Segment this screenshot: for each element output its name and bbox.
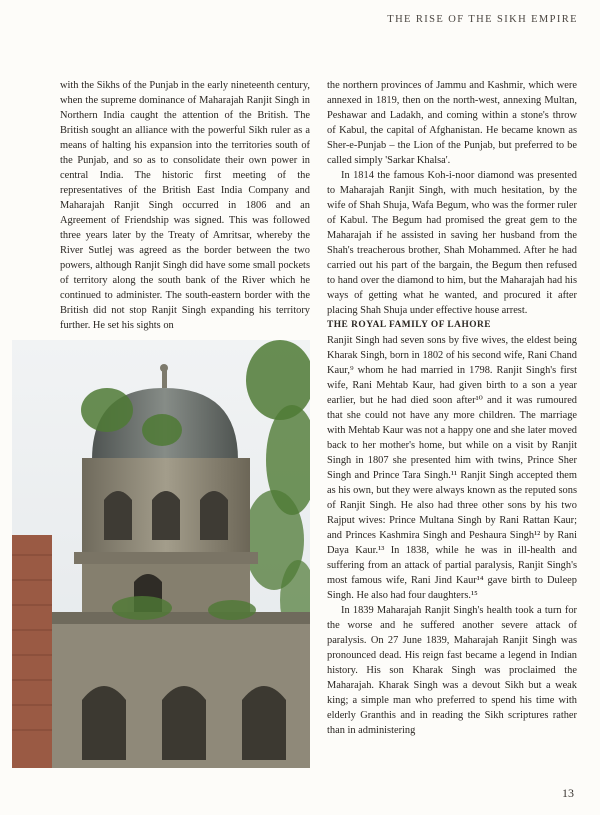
section-heading: THE ROYAL FAMILY OF LAHORE <box>327 320 492 330</box>
paragraph: In 1814 the famous Koh-i-noor diamond was presented to Maharajah Ranjit Singh, with much hesitation, by the wife of Shah Shuja, Wafa Begum, who was the former ruler of Kabul. The Begum had promised the great gem to the Maharajah if he assisted in saving her husband from the Shah's treacherous brother, Shah Mohammed. After he had carried out his part of the bargain, the Begum then refused to hand over the diamond to him, but the Maharajah had his ways of getting what he wanted, and procured it after placing Shah Shuja under effective house arrest. <box>327 170 577 316</box>
temple-illustration <box>12 340 310 768</box>
left-column <box>60 78 310 333</box>
paragraph: with the Sikhs of the Punjab in the early nineteenth century, when the supreme dominance of Maharajah Ranjit Singh in Northern India caught the attention of the British. The British sought an alliance with the powerful Sikh ruler as a means of halting his expansion into the territories south of the Punjab, and so as to consolidate their own power in central India. The historic first meeting of the representatives of the British East India Company and Maharajah Ranjit Singh occurred in 1806 and an Agreement of Friendship was signed. This was followed three years later by the Treaty of Amritsar, whereby the River Sutlej was agreed as the border between the two powers, although Ranjit Singh did have some small pockets of territory along the south bank of the River which he continued to administer. The south-eastern border with the British did not stop Ranjit Singh expanding his territory further. He set his sights on <box>60 80 310 331</box>
page-number: 13 <box>562 786 574 800</box>
running-head: THE RISE OF THE SIKH EMPIRE <box>387 14 578 25</box>
paragraph: the northern provinces of Jammu and Kashmir, which were annexed in 1819, then on the north-west, annexing Multan, Peshawar and Ladakh, and coming within a stone's throw of Kabul, the capital of Afghanistan. He became known as Sher-e-Punjab – the Lion of the Punjab, but preferred to be called simply 'Sarkar Khalsa'. <box>327 80 577 166</box>
temple-photograph <box>12 340 310 768</box>
paragraph: Ranjit Singh had seven sons by five wives, the eldest being Kharak Singh, born in 1802 of his second wife, Rani Chand Kaur,⁹ whom he had married in 1798. Ranjit Singh's first wife, Rani Mehtab Kaur, had given birth to a son a year earlier, but he had died soon after¹⁰ and it was rumoured that she could not have any more children. The marriage with Mehtab Kaur was not a happy one and she later moved back to her mother's home, but while on a visit by Ranjit Singh in 1807 she presented him with twins, Prince Sher Singh and Prince Tara Singh.¹¹ Ranjit Singh accepted them as his own, but they were always known as the reputed sons of Ranjit Singh. He also had three other sons by his two Rajput wives: Prince Multana Singh by Rani Rattan Kaur; and Princes Kashmira Singh and Peshaura Singh¹² by Rani Daya Kaur.¹³ In 1838, while he was in ill-health and suffering from an attack of partial paralysis, Ranjit Singh's most famous wife, Rani Jind Kaur¹⁴ gave birth to Duleep Singh. He also had four daughters.¹⁵ <box>327 335 577 601</box>
paragraph: In 1839 Maharajah Ranjit Singh's health took a turn for the worse and he suffered another severe attack of paralysis. On 27 June 1839, Maharajah Ranjit Singh was pronounced dead. His reign fast became a legend in Indian history. His son Kharak Singh was proclaimed the Maharajah. Kharak Singh was a devout Sikh but a weak king; a simple man who preferred to spend his time with elderly Granthis and in reading the Sikh scriptures rather than in administering <box>327 605 577 736</box>
right-column <box>327 78 577 738</box>
